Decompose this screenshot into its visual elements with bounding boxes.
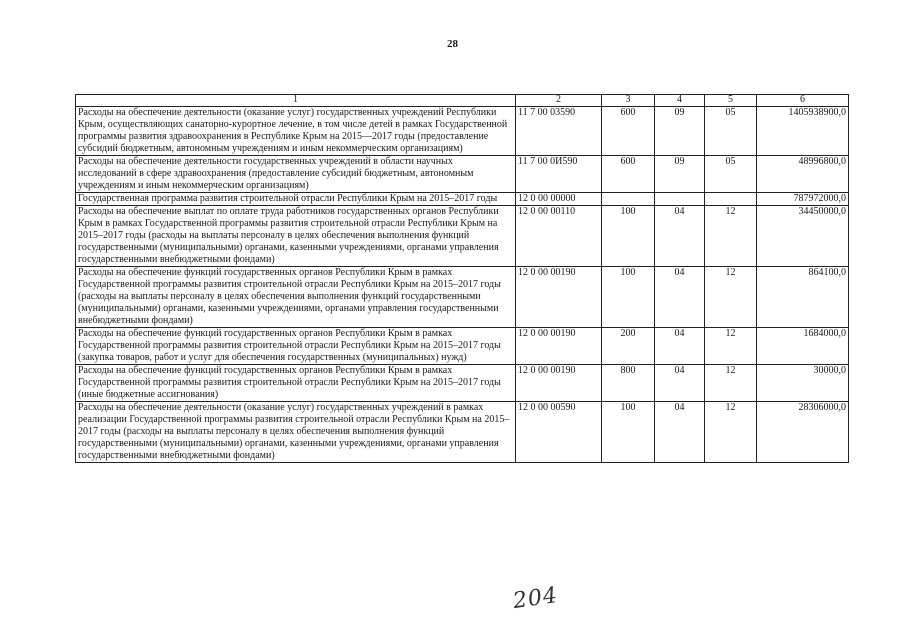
row-code: 12 0 00 00190 [516, 328, 602, 365]
table-row [76, 402, 849, 463]
row-section [655, 193, 705, 206]
row-amount: 30000,0 [757, 365, 849, 402]
row-subsection: 05 [705, 107, 757, 156]
table-row [76, 107, 849, 156]
column-header: 4 [655, 95, 705, 107]
row-section: 04 [655, 328, 705, 365]
row-section: 04 [655, 206, 705, 267]
row-expense-type: 600 [602, 107, 655, 156]
table-row [76, 206, 849, 267]
row-amount: 28306000,0 [757, 402, 849, 463]
row-subsection: 12 [705, 402, 757, 463]
row-expense-type: 100 [602, 267, 655, 328]
handwritten-page-mark: 204 [511, 582, 560, 615]
row-section: 09 [655, 156, 705, 193]
column-header: 1 [76, 95, 516, 107]
row-amount: 1405938900,0 [757, 107, 849, 156]
row-description: Расходы на обеспечение функций государственных органов Республики Крым в рамках Государственной программы развития строительной отрасли Республики Крым на 2015–2017 годы (закупка товаров, работ и услуг для обеспечения государственных (муниципальных) нужд) [76, 328, 516, 365]
table-row [76, 156, 849, 193]
row-description: Расходы на обеспечение деятельности (оказание услуг) государственных учреждений Республики Крым, осуществляющих санаторно-курортное лечение, в том числе детей в рамках Государственной программы развития здравоохранения в Республике Крым на 2015—2017 годы (предоставление субсидий бюджетным, автономным учреждениям и иным некоммерческим организациям) [76, 107, 516, 156]
row-expense-type: 100 [602, 206, 655, 267]
budget-table [75, 94, 849, 463]
table-row [76, 365, 849, 402]
row-expense-type: 100 [602, 402, 655, 463]
row-section: 04 [655, 402, 705, 463]
row-subsection: 12 [705, 328, 757, 365]
row-description: Расходы на обеспечение деятельности государственных учреждений в области научных исследований в сфере здравоохранения (предоставление субсидий бюджетным, автономным учреждениям и иным некоммерческим организациям) [76, 156, 516, 193]
table-row [76, 267, 849, 328]
row-subsection: 12 [705, 206, 757, 267]
row-code: 12 0 00 00000 [516, 193, 602, 206]
row-amount: 34450000,0 [757, 206, 849, 267]
row-description: Государственная программа развития строительной отрасли Республики Крым на 2015–2017 годы [76, 193, 516, 206]
column-header: 5 [705, 95, 757, 107]
page-number: 28 [447, 38, 458, 50]
column-header: 6 [757, 95, 849, 107]
column-header: 3 [602, 95, 655, 107]
row-expense-type [602, 193, 655, 206]
row-subsection: 05 [705, 156, 757, 193]
table-row [76, 328, 849, 365]
row-section: 04 [655, 365, 705, 402]
row-code: 12 0 00 00190 [516, 267, 602, 328]
row-subsection: 12 [705, 365, 757, 402]
row-description: Расходы на обеспечение функций государственных органов Республики Крым в рамках Государственной программы развития строительной отрасли Республики Крым на 2015–2017 годы (иные бюджетные ассигнования) [76, 365, 516, 402]
row-expense-type: 800 [602, 365, 655, 402]
row-amount: 864100,0 [757, 267, 849, 328]
row-code: 12 0 00 00590 [516, 402, 602, 463]
row-expense-type: 600 [602, 156, 655, 193]
row-subsection: 12 [705, 267, 757, 328]
table-header-row [76, 95, 849, 107]
row-section: 09 [655, 107, 705, 156]
row-amount: 48996800,0 [757, 156, 849, 193]
column-header: 2 [516, 95, 602, 107]
row-code: 12 0 00 00110 [516, 206, 602, 267]
row-expense-type: 200 [602, 328, 655, 365]
row-description: Расходы на обеспечение деятельности (оказание услуг) государственных учреждений в рамках реализации Государственной программы развития строительной отрасли Республики Крым на 2015–2017 годы (расходы на выплаты персоналу в целях обеспечения выполнения функций государственными (муниципальными) органами, казенными учреждениями, органами управления государственными внебюджетными фондами) [76, 402, 516, 463]
row-amount: 787972000,0 [757, 193, 849, 206]
row-description: Расходы на обеспечение выплат по оплате труда работников государственных органов Республики Крым в рамках Государственной программы развития строительной отрасли Республики Крым на 2015–2017 годы (расходы на выплаты персоналу в целях обеспечения выполнения функций государственными (муниципальными) органами, казенными учреждениями, органами управления государственными внебюджетными фондами) [76, 206, 516, 267]
row-subsection [705, 193, 757, 206]
row-description: Расходы на обеспечение функций государственных органов Республики Крым в рамках Государственной программы развития строительной отрасли Республики Крым на 2015–2017 годы (расходы на выплаты персоналу в целях обеспечения выполнения функций государственными (муниципальными) органами, казенными учреждениями, органами управления государственными внебюджетными фондами) [76, 267, 516, 328]
row-code: 11 7 00 0И590 [516, 156, 602, 193]
row-code: 12 0 00 00190 [516, 365, 602, 402]
table-row [76, 193, 849, 206]
row-section: 04 [655, 267, 705, 328]
row-amount: 1684000,0 [757, 328, 849, 365]
row-code: 11 7 00 03590 [516, 107, 602, 156]
